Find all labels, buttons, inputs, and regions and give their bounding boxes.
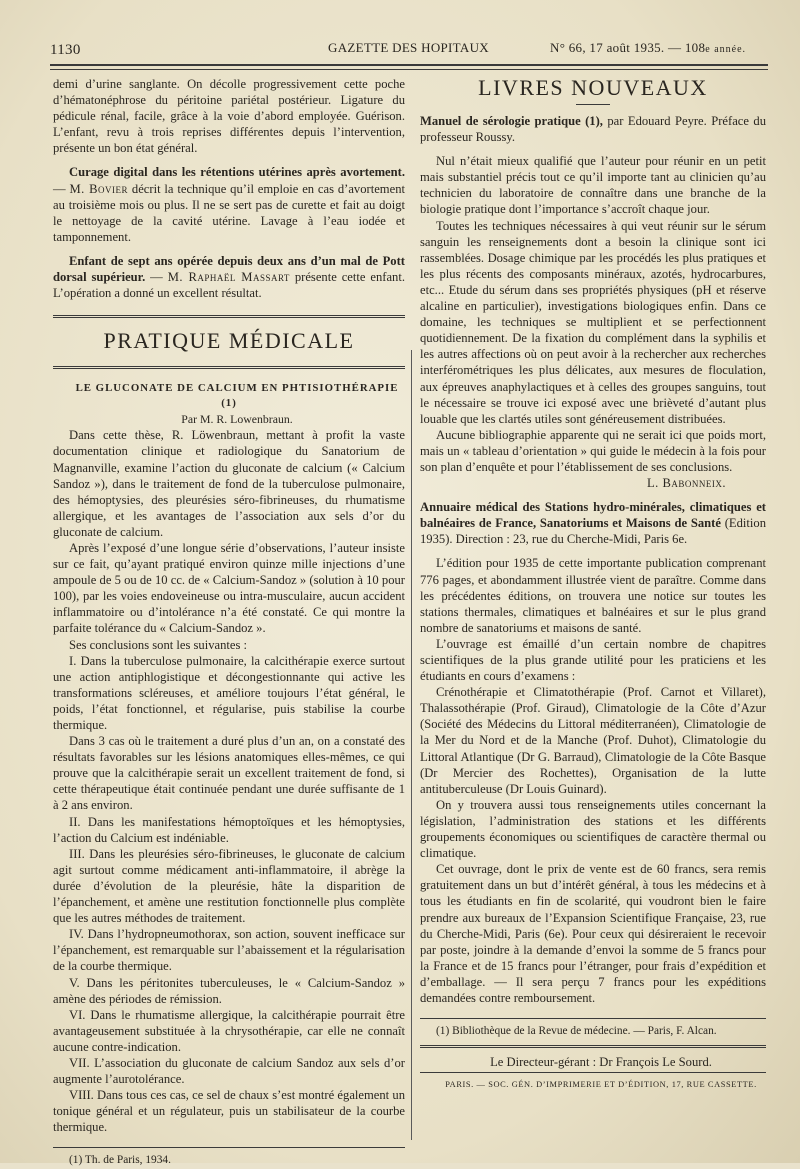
item-text: présente cette enfant. L’opération a donné un excellent résultat.: [53, 270, 406, 301]
article-paragraph: II. Dans les manifestations hémoptoïques et les hémoptysies, l’action du Calcium est indéniable.: [53, 814, 405, 845]
review-paragraph: Crénothérapie et Climatothérapie (Prof. Carnot et Villaret), Thalassothérapie (Prof. Giraud), Climatologie de la Côte d’Azur (Société des Médecins du Littoral méditerranéen), Climatologie de la Mer du Nord et de la Manche (Prof. Duhot), Climatologie du Littoral Atlantique (Dr G. Barraud), Climatologie de la Côte Basque (Dr Mercier des Rochettes), Organisation de la lutte antituberculeuse (Dr Louis Guinard).: [420, 685, 766, 796]
article-paragraph: Dans cette thèse, R. Löwenbraun, mettant à profit la vaste documentation clinique et radiologique du Sanatorium de Magnanville, examine l’action du gluconate de calcium (« Calcium Sandoz »), dans le traitement de fond de la tuberculose pulmonaire, des hémoptysies, des pleurésies séro-fibrineuses, du rhumatisme allergique, et les avantages de l’association aux sels d’or du gluconate de calcium.: [53, 428, 405, 539]
header-rule-thin: [50, 69, 768, 70]
article-paragraph: Ses conclusions sont les suivantes :: [69, 637, 248, 652]
review-paragraph: Toutes les techniques nécessaires à qui veut réunir sur le sérum sanguin les renseignements dont a besoin la clinique sont ici rassemblées. Dosage chimique par les procédés les plus pratiques et les plus récents des composants minéraux, azotés, hydrocarbures, etc... Etude du sérum dans ses propriétés physiques (pH et réserve alcaline en particulier), investigations biologiques enfin. Dans ce domaine, les techniques se multiplient et se perfectionnent quotidiennement. De la fixation du complément dans la syphilis et les autres affections où on peut avoir à la rechercher aux recherches interférométriques les plus délicates, aux mesures de floculation, aux épreuves anaphylactiques et à celles des groupes sanguins, tout le nécessaire se trouve ici exposé avec une brièveté d’autant plus louable que les clartés utiles sont généreusement distribuées.: [420, 218, 766, 426]
article-byline: Par M. R. Lowenbraun.: [181, 412, 293, 427]
book-2-heading: [420, 499, 766, 547]
book-1-heading: [420, 113, 766, 145]
book-author: par Edouard Peyre. Préface du professeur Roussy.: [420, 114, 766, 145]
issue-info: [550, 40, 746, 56]
page-header: [50, 38, 768, 62]
article-paragraph: III. Dans les pleurésies séro-fibrineuses, le gluconate de calcium agit surtout comme médicament anti-inflammatoire, il abrège la durée d’évolution de la pleurésie, hâte la disparition de l’épanchement, et amène une restitution fonctionnelle plus complète que les autres méthodes de traitement.: [53, 846, 405, 926]
footnote: (1) Bibliothèque de la Revue de médecine. — Paris, F. Alcan.: [436, 1025, 717, 1038]
left-column: [53, 76, 405, 1169]
book-title: Annuaire médical des Stations hydro-minérales, climatiques et balnéaires de France, Sanatoriums et Maisons de Santé: [420, 500, 766, 531]
book-title: Manuel de sérologie pratique (1),: [420, 114, 603, 128]
society-item-2: Enfant de sept ans opérée depuis deux ans d’un mal de Pott dorsal supérieur. — M. Raphaël Massart présente cette enfant. L’opération a donné un excellent résultat.: [53, 253, 406, 301]
article-paragraph: IV. Dans l’hydropneumothorax, son action, souvent inefficace sur l’épanchement, est remarquable sur l’abaissement et la régularisation de la courbe thermique.: [53, 927, 405, 974]
title-underline: [576, 104, 610, 105]
footer-rule: [420, 1045, 766, 1048]
item-author: M. Bovier: [69, 181, 129, 196]
director-line: Le Directeur-gérant : Dr François Le Sourd.: [490, 1055, 712, 1070]
review-paragraph: L’édition pour 1935 de cette importante publication comprenant 776 pages, et abondamment illustrée vient de paraître. Comme dans les précédentes éditions, on trouvera une notice sur toutes les stations thermales, climatiques et balnéaires et sur le plus grand nombre de sanatoriums et maisons de santé.: [420, 556, 766, 635]
review-paragraph: Cet ouvrage, dont le prix de vente est de 60 francs, sera remis gratuitement dans un but d’intérêt général, à tous les médecins et à tous les étudiants en fin de scolarité, qui voudront bien le faire prendre aux bureaux de l’Expansion Scientifique Française, 23, rue du Cherche-Midi, Paris (6e). Pour ceux qui désireraient le recevoir par poste, joindre à la demande d’envoi la somme de 5 francs pour la France et de 15 francs pour l’étranger, pour frais d’expédition et d’emballage. — Il sera perçu 7 francs pour les expéditions demandées contre remboursement.: [420, 862, 766, 1005]
page-number: 1130: [50, 42, 81, 58]
review-signature: L. Babonneix.: [646, 476, 726, 491]
journal-title: GAZETTE DES HOPITAUX: [328, 40, 489, 55]
article-paragraph: VII. L’association du gluconate de calcium Sandoz aux sels d’or augmente l’aurotolérance.: [53, 1055, 405, 1087]
intro-paragraph: demi d’urine sanglante. On décolle progressivement cette poche d’hématonéphrose du péritoine pariétal postérieur. Ligature du pédicule rénal, facile, grâce à la voie d’abord employée. Guérison. L’enfant, revu à trois reprises différentes depuis l’intervention, présente un bon état général.: [53, 77, 405, 156]
item-title: Curage digital dans les rétentions utérines après avortement.: [69, 165, 405, 180]
issue-year-suffix: e année.: [705, 44, 747, 55]
header-rule: [50, 64, 768, 66]
article-paragraph: V. Dans les péritonites tuberculeuses, le « Calcium-Sandoz » amène des périodes de rémission.: [53, 975, 405, 1006]
article-paragraph: VIII. Dans tous ces cas, ce sel de chaux s’est montré également un tonique général et un régulateur, puis un stabilisateur de la courbe thermique.: [53, 1088, 405, 1135]
review-paragraph: Aucune bibliographie apparente qui ne serait ici que poids mort, mais un « tableau d’orientation » qui guide le médecin à la fois pour son plan d’enquête et pour l’établissement de ses conclusions.: [420, 427, 766, 474]
footnote-rule: [420, 1018, 766, 1019]
book-details: (Edition 1935). Direction : 23, rue du Cherche-Midi, Paris 6e.: [420, 516, 766, 547]
section-title-livres-nouveaux: LIVRES NOUVEAUX: [478, 75, 708, 100]
issue-date: N° 66, 17 août 1935. — 108: [550, 40, 706, 55]
review-paragraph: L’ouvrage est émaillé d’un certain nombre de chapitres scientifiques de la plus grande utilité pour les praticiens et les étudiants en cours d’examens :: [420, 636, 766, 684]
article-paragraph: VI. Dans le rhumatisme allergique, la calcithérapie pourrait être avantageusement substituée à la chrysothérapie, car elle ne connaît aucune contre-indication.: [53, 1007, 405, 1054]
society-item-1: Curage digital dans les rétentions utérines après avortement. — M. Bovier décrit la technique qu’il emploie en cas d’avortement au troisième mois ou plus. Il ne se sert pas de curette et fait au doigt le nettoyage de la cavité utérine. Lavage à l’eau iodée et tamponnement.: [53, 165, 405, 244]
item-title: Enfant de sept ans opérée depuis deux ans d’un mal de Pott dorsal supérieur.: [53, 253, 405, 285]
review-paragraph: On y trouvera aussi tous renseignements utiles concernant la législation, l’administration des stations et les différents groupements économiques ou scientifiques de caractère thermal ou climatique.: [420, 797, 766, 861]
footnote: (1) Th. de Paris, 1934.: [69, 1154, 171, 1167]
right-column: [420, 76, 766, 1093]
article-paragraph: Après l’exposé d’une longue série d’observations, l’auteur insiste sur ce fait, qu’ayant pratiqué environ quinze mille injections d’une ampoule de 5 ou de 10 cc. de « Calcium-Sandoz » (solution à 10 pour 100), par les voies endoveineuse ou intra-musculaire, aucun accident inflammatoire ou d’intolérance n’a été constaté. Ce qui montre la parfaite tolérance du « Calcium-Sandoz ».: [53, 540, 405, 636]
section-title-pratique-medicale: PRATIQUE MÉDICALE: [53, 315, 405, 369]
printer-rule: [420, 1072, 766, 1073]
review-paragraph: Nul n’était mieux qualifié que l’auteur pour réunir en un petit mais substantiel précis tout ce qu’il importe tant au clinicien qu’au technicien du laboratoire de connaître dans une branche de la biologie pratique dont l’importance s’accroît chaque jour.: [420, 154, 766, 217]
item-author: M. Raphaël Massart: [167, 270, 290, 285]
footnote-rule: [53, 1147, 405, 1148]
article-title: LE GLUCONATE DE CALCIUM EN PHTISIOTHÉRAPIE (1): [75, 382, 399, 410]
article-paragraph: I. Dans la tuberculose pulmonaire, la calcithérapie exerce surtout une action antiphlogistique et décongestionnante qui active les transformations scléreuses, et améliore toujours l’état général, le poids, l’état fonctionnel, et régularise, puis stabilise la courbe thermique.: [53, 653, 405, 732]
item-text: décrit la technique qu’il emploie en cas d’avortement au troisième mois ou plus. Il ne se sert pas de curette et fait au doigt le nettoyage de la cavité utérine. Lavage à l’eau iodée et tamponnement.: [53, 181, 405, 244]
printer-line: PARIS. — SOC. GÉN. D’IMPRIMERIE ET D’ÉDITION, 17, RUE CASSETTE.: [445, 1080, 757, 1090]
column-divider: [411, 350, 412, 1140]
article-paragraph: Dans 3 cas où le traitement a duré plus d’un an, on a constaté des résultats favorables sur les lésions anatomiques elles-mêmes, ce qui prouve que la calcithérapie serait un excellent traitement de fond, si cette thérapeutique était continuée pendant une durée suffisante de 1 à 2 ans environ.: [53, 734, 405, 813]
